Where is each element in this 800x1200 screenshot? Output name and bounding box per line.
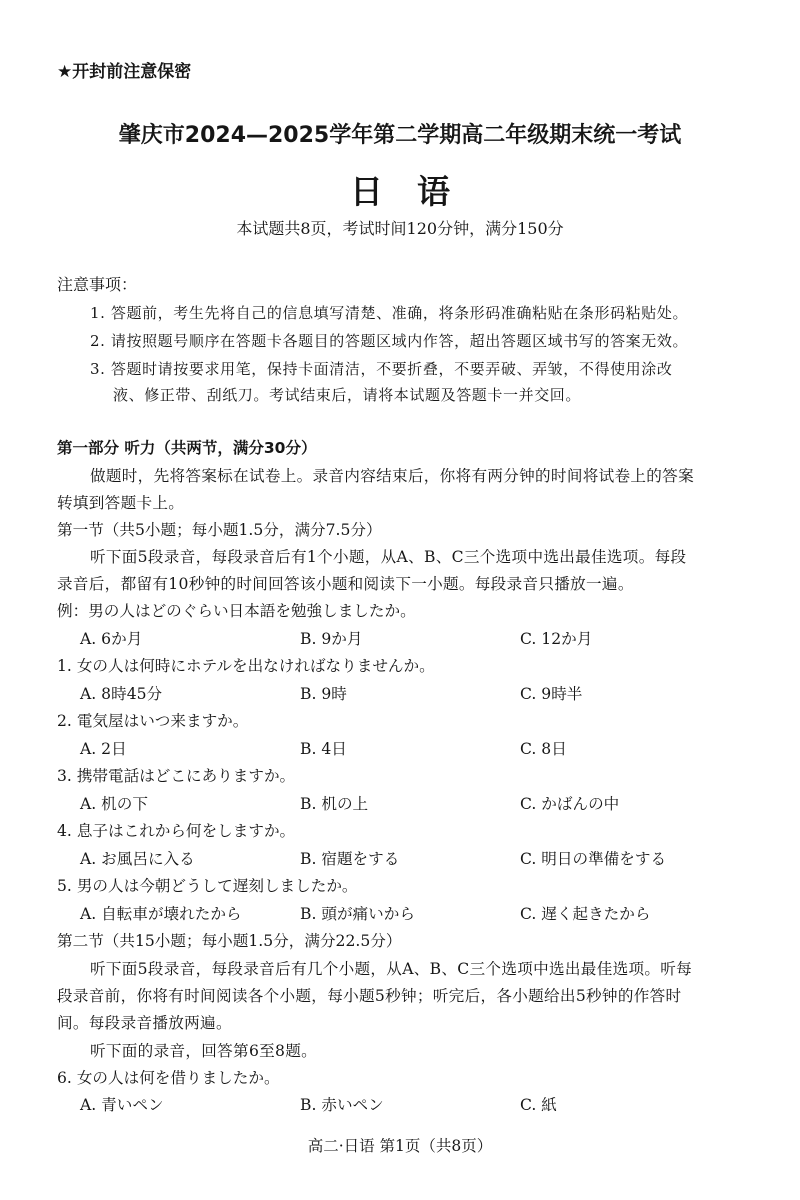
q4-option-c: C. 明日の準備をする (520, 850, 667, 868)
q6-option-a: A. 青いペン (80, 1096, 164, 1114)
section1-heading: 第一节（共5小题；每小题1.5分，满分7.5分） (57, 521, 382, 539)
exam-title: 肇庆市2024—2025学年第二学期高二年级期末统一考试 (118, 123, 682, 148)
q3-option-c: C. かばんの中 (520, 795, 620, 813)
section2-heading: 第二节（共15小题；每小题1.5分，满分22.5分） (57, 932, 402, 950)
section2-instruction-line3: 间。每段录音播放两遍。 (57, 1014, 232, 1032)
q6-option-c: C. 紙 (520, 1096, 557, 1114)
q2-option-b: B. 4日 (300, 740, 347, 758)
confidential-notice: ★开封前注意保密 (57, 62, 192, 82)
section2-sub-instruction: 听下面的录音，回答第6至8题。 (90, 1042, 318, 1060)
subject-title: 日语 (350, 172, 484, 211)
section2-instruction-line1: 听下面5段录音，每段录音后有几个小题，从A、B、C三个选项中选出最佳选项。听每 (90, 960, 693, 978)
q1-option-c: C. 9時半 (520, 685, 583, 703)
q1-option-a: A. 8時45分 (80, 685, 163, 703)
q4-option-a: A. お風呂に入る (80, 850, 195, 868)
q2-option-c: C. 8日 (520, 740, 567, 758)
section1-instruction-line2: 录音后，都留有10秒钟的时间回答该小题和阅读下一小题。每段录音只播放一遍。 (57, 575, 634, 593)
section1-instruction-line1: 听下面5段录音，每段录音后有1个小题，从A、B、C三个选项中选出最佳选项。每段 (90, 548, 687, 566)
exam-info: 本试题共8页，考试时间120分钟，满分150分 (236, 219, 564, 238)
notice-item-2: 2. 请按照题号顺序在答题卡各题目的答题区域内作答，超出答题区域书写的答案无效。 (90, 332, 689, 350)
q5-option-c: C. 遅く起きたから (520, 905, 651, 923)
q5-option-a: A. 自転車が壊れたから (80, 905, 242, 923)
example-option-a: A. 6か月 (80, 630, 143, 648)
notice-item-3-cont: 液、修正带、刮纸刀。考试结束后，请将本试题及答题卡一并交回。 (113, 386, 582, 404)
part1-intro-line2: 转填到答题卡上。 (57, 494, 185, 512)
notice-heading: 注意事项： (57, 275, 138, 294)
q3-option-a: A. 机の下 (80, 795, 148, 813)
q4-option-b: B. 宿題をする (300, 850, 400, 868)
q6-option-b: B. 赤いペン (300, 1096, 384, 1114)
page-footer: 高二·日语 第1页（共8页） (307, 1137, 493, 1155)
section2-instruction-line2: 段录音前，你将有时间阅读各个小题，每小题5秒钟；听完后，各小题给出5秒钟的作答时 (57, 987, 682, 1005)
question-3: 3. 携帯電話はどこにありますか。 (57, 767, 296, 785)
q1-option-b: B. 9時 (300, 685, 347, 703)
question-4: 4. 息子はこれから何をしますか。 (57, 822, 296, 840)
q2-option-a: A. 2日 (80, 740, 127, 758)
example-option-b: B. 9か月 (300, 630, 363, 648)
example-option-c: C. 12か月 (520, 630, 593, 648)
question-2: 2. 電気屋はいつ来ますか。 (57, 712, 249, 730)
part1-heading: 第一部分 听力（共两节，满分30分） (57, 439, 317, 457)
q5-option-b: B. 頭が痛いから (300, 905, 415, 923)
example-question: 例：男の人はどのぐらい日本語を勉強しましたか。 (57, 602, 416, 620)
question-5: 5. 男の人は今朝どうして遅刻しましたか。 (57, 877, 358, 895)
notice-item-3: 3. 答题时请按要求用笔，保持卡面清洁，不要折叠，不要弄破、弄皱，不得使用涂改 (90, 360, 673, 378)
question-1: 1. 女の人は何時にホテルを出なければなりませんか。 (57, 657, 435, 675)
part1-intro-line1: 做题时，先将答案标在试卷上。录音内容结束后，你将有两分钟的时间将试卷上的答案 (90, 467, 694, 485)
notice-item-1: 1. 答题前，考生先将自己的信息填写清楚、准确，将条形码准确粘贴在条形码粘贴处。 (90, 304, 689, 322)
question-6: 6. 女の人は何を借りましたか。 (57, 1069, 280, 1087)
q3-option-b: B. 机の上 (300, 795, 369, 813)
